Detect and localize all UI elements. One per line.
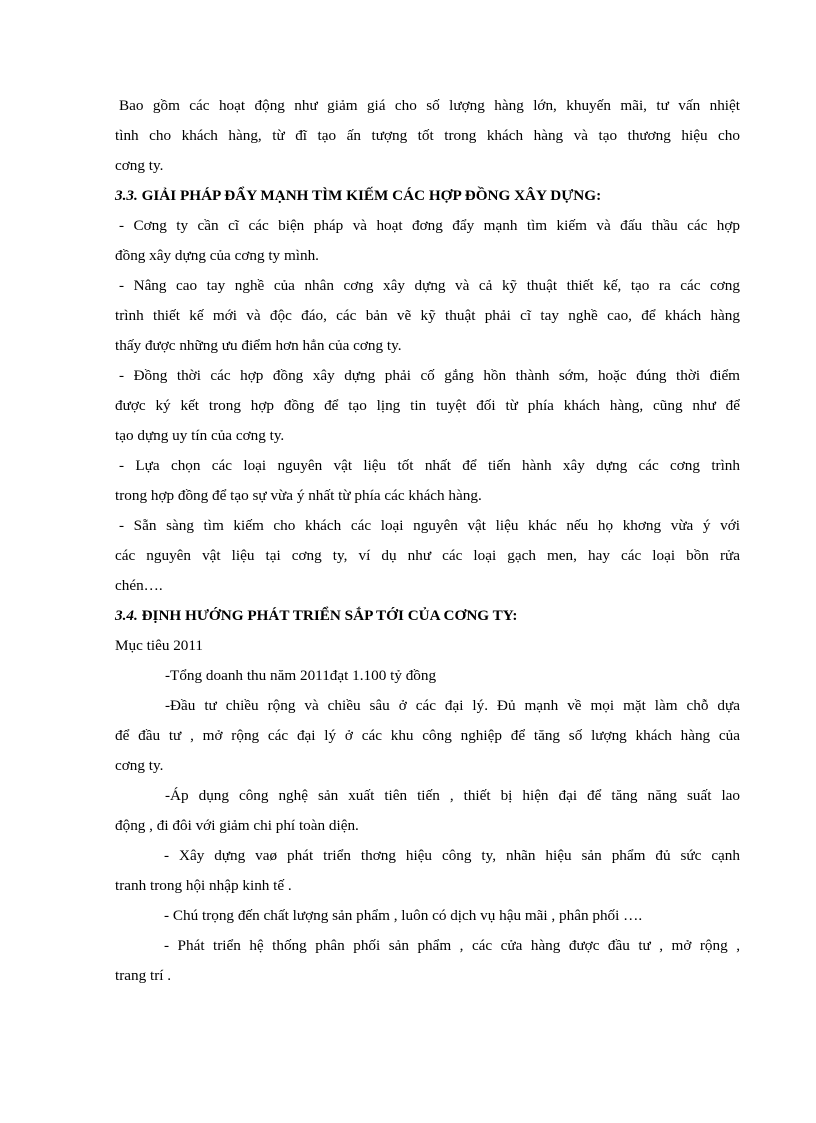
s33-line-8: tạo dựng uy tín của cơng ty. <box>115 427 285 444</box>
s34-line-9: - Chú trọng đến chất lượng sản phẩm , luôn có dịch vụ hậu mãi , phân phối …. <box>164 907 643 924</box>
intro-line-1: Bao gồm các hoạt động như giảm giá cho số lượng hàng lớn, khuyến mãi, tư vấn nhiệt <box>119 97 740 114</box>
goal-label: Mục tiêu 2011 <box>115 637 204 654</box>
section-3-4-title: ĐỊNH HƯỚNG PHÁT TRIỂN SẮP TỚI CỦA CƠNG TY: <box>141 607 518 624</box>
s34-line-5: -Áp dụng công nghệ sản xuất tiên tiến , thiết bị hiện đại để tăng năng suất lao <box>165 787 740 804</box>
s33-line-7: được ký kết trong hợp đồng để tạo lịng tin tuyệt đối từ phía khách hàng, cũng như để <box>115 397 740 414</box>
s33-line-6: - Đồng thời các hợp đồng xây dựng phải cố gắng hồn thành sớm, hoặc đúng thời điểm <box>119 367 740 384</box>
document-page <box>115 91 740 991</box>
s33-line-12: các nguyên vật liệu tại cơng ty, ví dụ như các loại gạch men, hay các loại bồn rửa <box>115 547 740 564</box>
s34-line-6: động , đi đôi với giảm chi phí toàn diện. <box>115 817 359 834</box>
s33-line-2: đồng xây dựng của cơng ty mình. <box>115 247 319 264</box>
section-3-3-number: 3.3. <box>115 187 138 204</box>
s34-line-10: - Phát triển hệ thống phân phối sản phẩm , các cửa hàng được đầu tư , mở rộng , <box>164 937 740 954</box>
s34-line-11: trang trí . <box>115 967 172 984</box>
s34-line-2: -Đầu tư chiều rộng và chiều sâu ở các đại lý. Đủ mạnh về mọi mặt làm chỗ dựa <box>165 697 740 714</box>
s33-line-10: trong hợp đồng để tạo sự vừa ý nhất từ phía các khách hàng. <box>115 487 482 504</box>
intro-line-2: tình cho khách hàng, từ đĩ tạo ấn tượng tốt trong khách hàng và tạo thương hiệu cho <box>115 127 740 144</box>
s33-line-5: thấy được những ưu điểm hơn hẳn của cơng ty. <box>115 337 402 354</box>
s34-line-3: để đầu tư , mở rộng các đại lý ở các khu công nghiệp để tăng số lượng khách hàng của <box>115 727 740 744</box>
section-3-4-heading <box>115 601 740 631</box>
s33-line-3: - Nâng cao tay nghề của nhân cơng xây dựng và cả kỹ thuật thiết kế, tạo ra các cơng <box>119 277 740 294</box>
section-3-4-number: 3.4. <box>115 607 138 624</box>
s33-line-1: - Cơng ty cần cĩ các biện pháp và hoạt đơng đẩy mạnh tìm kiếm và đấu thầu các hợp <box>119 217 740 234</box>
s33-line-4: trình thiết kế mới và độc đáo, các bản vẽ kỹ thuật phải cĩ tay nghề cao, để khách hàng <box>115 307 740 324</box>
section-3-3-heading <box>115 181 740 211</box>
s33-line-11: - Sẵn sàng tìm kiếm cho khách các loại nguyên vật liệu khác nếu họ khơng vừa ý với <box>119 517 740 534</box>
s34-line-8: tranh trong hội nhập kinh tế . <box>115 877 292 894</box>
s34-line-4: cơng ty. <box>115 757 164 774</box>
s33-line-9: - Lựa chọn các loại nguyên vật liệu tốt nhất để tiến hành xây dựng các cơng trình <box>119 457 740 474</box>
s33-line-13: chén…. <box>115 577 163 594</box>
intro-line-3: cơng ty. <box>115 157 164 174</box>
s34-line-7: - Xây dựng vaø phát triển thơng hiệu công ty, nhãn hiệu sản phẩm đủ sức cạnh <box>164 847 740 864</box>
section-3-3-title: GIẢI PHÁP ĐẨY MẠNH TÌM KIẾM CÁC HỢP ĐỒNG XÂY DỰNG: <box>141 187 602 204</box>
s34-line-1: -Tổng doanh thu năm 2011đạt 1.100 tỷ đồng <box>165 667 437 684</box>
